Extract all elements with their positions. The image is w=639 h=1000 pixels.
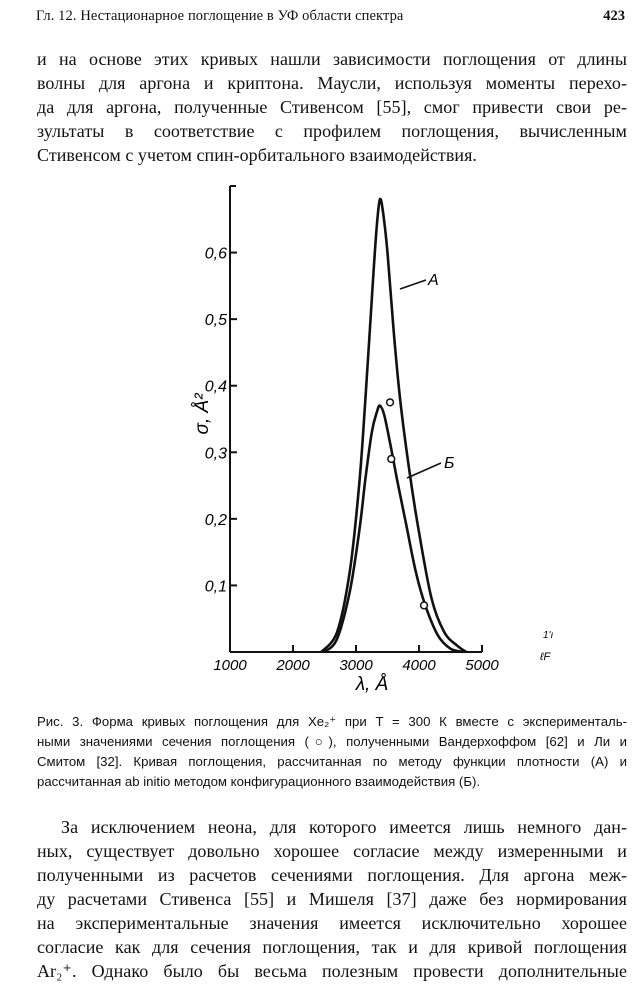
paragraph-line: волны для аргона и криптона. Маусли, используя моменты перехо- — [37, 73, 627, 93]
page-number: 423 — [603, 8, 625, 24]
x-axis-label: λ, Å — [355, 674, 389, 695]
paragraph-line: на экспериментальные значения имеется исключительно хорошее — [37, 913, 627, 933]
paragraph-line: зультаты в соответствие с профилем поглощения, вычисленным — [37, 121, 627, 141]
absorption-chart — [160, 178, 580, 698]
label-b-leader — [407, 463, 441, 478]
chapter-title: Гл. 12. Нестационарное поглощение в УФ области спектра — [36, 8, 404, 24]
series-label-a: А — [428, 272, 439, 289]
absorption-figure — [160, 178, 580, 698]
data-point — [387, 399, 394, 406]
margin-mark: 1'ı — [543, 630, 554, 641]
x-tick-label: 2000 — [276, 657, 310, 674]
running-header — [36, 8, 625, 28]
paragraph-2 — [37, 815, 627, 983]
caption-line: Рис. 3. Форма кривых поглощения для Xe₂⁺ при T = 300 К вместе с эксперименталь- — [37, 714, 627, 729]
x-tick-label: 4000 — [402, 657, 436, 674]
x-tick-label: 5000 — [465, 657, 499, 674]
y-tick-label: 0,6 — [204, 245, 227, 263]
paragraph-1 — [37, 47, 627, 167]
paragraph-line: согласие как для сечения поглощения, так и для кривой поглощения — [37, 937, 627, 957]
paragraph-line: ду расчетами Стивенса [55] и Мишеля [37] даже без нормирования — [37, 889, 627, 909]
paragraph-line: Стивенсом с учетом спин-орбитального взаимодействия. — [37, 145, 477, 165]
caption-line: Смитом [32]. Кривая поглощения, рассчитанная по методу функции плотности (А) и — [37, 754, 627, 769]
caption-line: ными значениями сечения поглощения (○), полученными Вандерхоффом [62] и Ли и — [37, 734, 627, 749]
y-tick-label: 0,2 — [204, 511, 227, 529]
paragraph-line: ных, существует довольно хорошее согласие между измеренными и — [37, 841, 627, 861]
data-point — [388, 456, 395, 463]
paragraph-line: полученными из расчетов сечениями поглощения. Для аргона меж- — [37, 865, 627, 885]
data-point — [421, 602, 428, 609]
y-tick-label: 0,1 — [204, 578, 227, 596]
figure-caption — [37, 712, 627, 792]
caption-line: рассчитанная ab initio методом конфигурационного взаимодействия (Б). — [37, 774, 481, 789]
y-tick-label: 0,3 — [204, 445, 227, 463]
y-tick-label: 0,5 — [204, 312, 227, 330]
curve-b — [325, 406, 464, 652]
x-tick-label: 1000 — [213, 657, 247, 674]
label-a-leader — [400, 280, 426, 289]
curve-a — [321, 199, 466, 652]
series-label-b: Б — [444, 455, 455, 472]
paragraph-line: да для аргона, полученные Стивенсом [55], смог привести свои ре- — [37, 97, 627, 117]
paragraph-line: и на основе этих кривых нашли зависимости поглощения от длины — [37, 49, 627, 69]
paragraph-line: Ar₂⁺. Однако было бы весьма полезным провести дополнительные — [37, 961, 627, 981]
paragraph-line: За исключением неона, для которого имеется лишь немного дан- — [61, 817, 627, 837]
chart-axes — [230, 186, 482, 652]
x-ticks — [213, 645, 499, 674]
data-points — [387, 399, 428, 609]
x-tick-label: 3000 — [339, 657, 373, 674]
y-tick-label: 0,4 — [204, 378, 227, 396]
curves — [321, 199, 466, 652]
margin-mark: ℓF — [540, 651, 551, 663]
y-axis-label: σ, Å² — [192, 393, 213, 435]
